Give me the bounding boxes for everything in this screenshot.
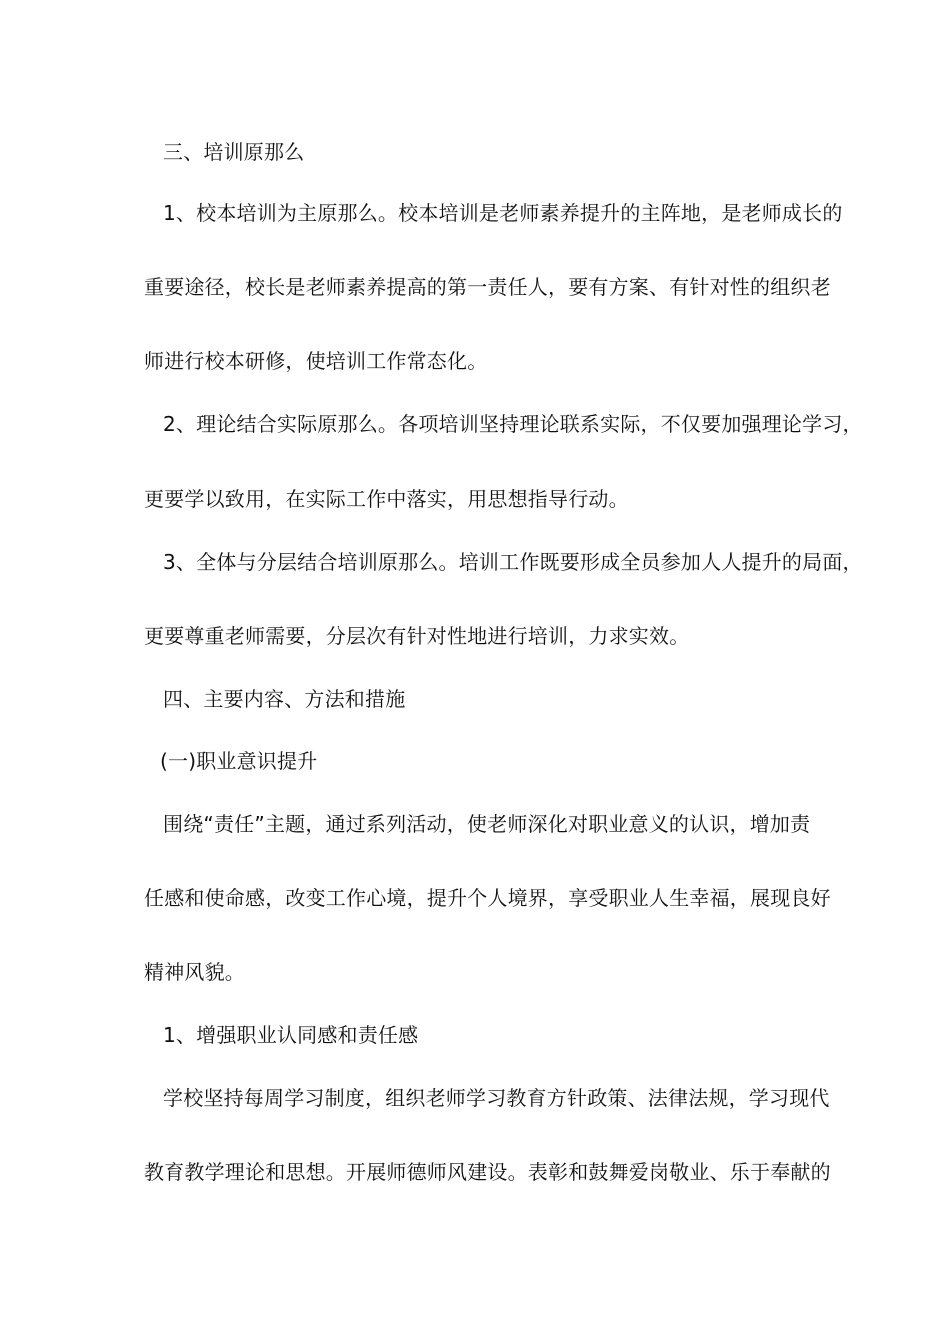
paragraph-line: 3、全体与分层结合培训原那么。培训工作既要形成全员参加人人提升的局面， <box>163 550 863 574</box>
paragraph-line: 重要途径，校长是老师素养提高的第一责任人，要有方案、有针对性的组织老 <box>144 275 831 299</box>
paragraph-line: 更要学以致用，在实际工作中落实，用思想指导行动。 <box>144 487 629 511</box>
paragraph-line: 精神风貌。 <box>144 960 245 984</box>
subsection-heading-career-awareness: (一)职业意识提升 <box>160 749 318 773</box>
paragraph-line: 师进行校本研修，使培训工作常态化。 <box>144 349 488 373</box>
paragraph-line: 任感和使命感，改变工作心境，提升个人境界，享受职业人生幸福，展现良好 <box>144 886 831 910</box>
section-heading-content-methods: 四、主要内容、方法和措施 <box>163 687 406 711</box>
paragraph-line: 更要尊重老师需要，分层次有针对性地进行培训，力求实效。 <box>144 624 690 648</box>
paragraph-line: 学校坚持每周学习制度，组织老师学习教育方针政策、法律法规，学习现代 <box>163 1086 830 1110</box>
paragraph-line: 1、校本培训为主原那么。校本培训是老师素养提升的主阵地，是老师成长的 <box>163 201 843 225</box>
section-heading-training-principles: 三、培训原那么 <box>163 140 305 164</box>
paragraph-line: 围绕“责任”主题，通过系列活动，使老师深化对职业意义的认识，增加责 <box>163 812 811 836</box>
paragraph-line: 教育教学理论和思想。开展师德师风建设。表彰和鼓舞爱岗敬业、乐于奉献的 <box>144 1160 831 1184</box>
subsection-heading-identity-responsibility: 1、增强职业认同感和责任感 <box>163 1023 419 1047</box>
paragraph-line: 2、理论结合实际原那么。各项培训坚持理论联系实际，不仅要加强理论学习， <box>163 412 863 436</box>
